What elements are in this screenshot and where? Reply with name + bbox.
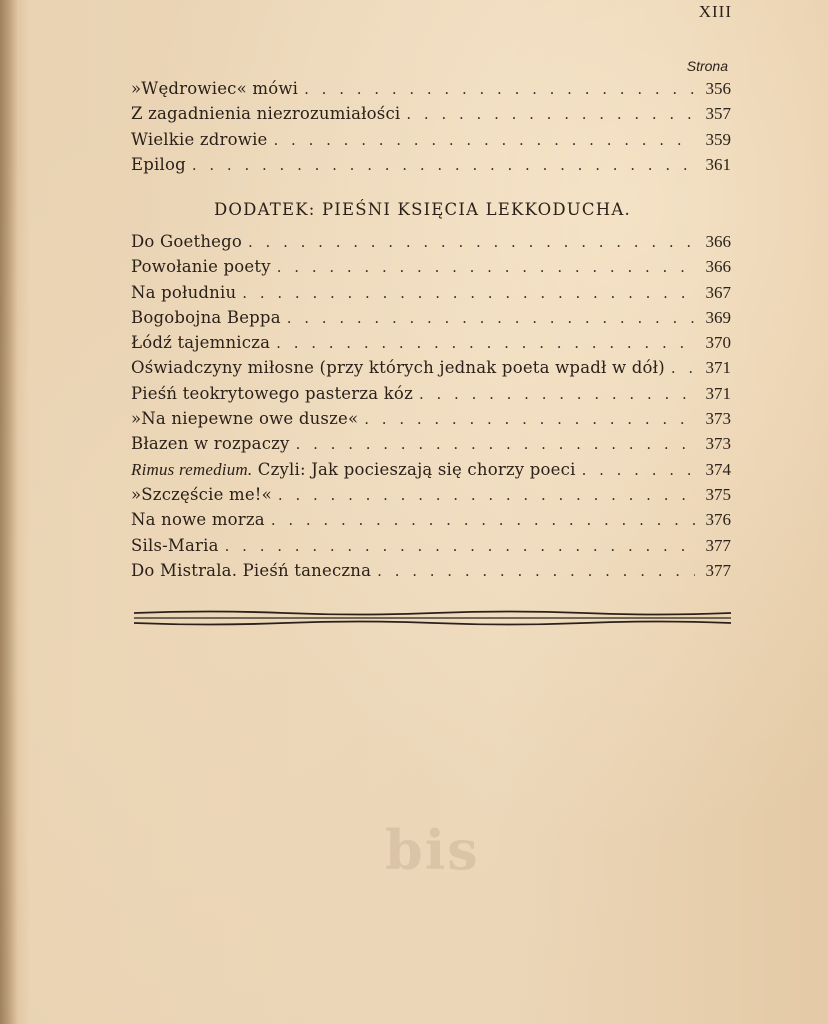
toc-entry-title: Z zagadnienia niezrozumiałości — [131, 104, 401, 124]
toc-entry-title: Do Mistrala. Pieśń taneczna — [131, 560, 372, 580]
toc-entry-title: Łódź tajemnicza — [131, 333, 271, 353]
spine-shadow — [0, 0, 18, 1024]
toc-entry-page: 377 — [705, 560, 731, 580]
toc-entry-title: Pieśń teokrytowego pasterza kóz — [131, 383, 413, 403]
toc-entry-page: 369 — [705, 307, 731, 327]
page-column-label: Strona — [686, 58, 728, 74]
rule-line-lower — [134, 622, 731, 625]
dot-leader — [304, 77, 695, 102]
toc-entry — [131, 431, 731, 456]
faint-stamp: bis — [385, 818, 480, 882]
toc-entry-title: Wielkie zdrowie — [131, 129, 268, 149]
dot-leader — [192, 153, 695, 178]
dot-leader — [271, 508, 695, 533]
dot-leader — [242, 281, 695, 306]
toc-entry-page: 370 — [705, 333, 731, 353]
toc-entry — [131, 355, 731, 380]
toc-entry-page: 357 — [705, 104, 731, 124]
dot-leader — [276, 331, 695, 356]
toc-entry-title: Na południu — [131, 282, 237, 302]
toc-entry-title-rest: Czyli: Jak pocieszają się chorzy poeci — [252, 459, 576, 479]
dot-leader — [274, 128, 695, 153]
dot-leader — [671, 356, 695, 381]
toc-entry-title: Na nowe morza — [131, 510, 265, 530]
toc-top-list — [131, 76, 731, 177]
toc-entry-page: 356 — [705, 79, 731, 98]
toc-entry — [131, 482, 731, 507]
toc-entry-title: Oświadczyny miłosne (przy których jednak poeta wpadł w dół) — [131, 358, 665, 378]
toc-entry — [131, 533, 731, 558]
toc-entry-title: »Szczęście me!« — [131, 484, 272, 504]
toc-entry-title-italic: Rimus remedium. — [131, 459, 253, 479]
toc-entry-title — [131, 457, 582, 482]
toc-entry-page: 371 — [705, 383, 731, 403]
rule-line-upper — [134, 612, 731, 615]
toc-entry-page: 374 — [705, 459, 731, 479]
toc-entry-title: Sils-Maria — [131, 535, 219, 555]
toc-entry-title: Do Goethego — [131, 232, 243, 251]
toc-entry — [131, 305, 731, 330]
dot-leader — [377, 559, 695, 584]
toc-entry — [131, 127, 731, 152]
dot-leader — [287, 306, 695, 331]
toc-entry-page: 366 — [705, 232, 731, 251]
toc-entry-title: Powołanie poety — [131, 257, 271, 277]
toc-entry — [131, 558, 731, 583]
toc-entry — [131, 330, 731, 355]
toc-entry-page: 361 — [705, 154, 731, 174]
toc-entry — [131, 101, 731, 126]
dot-leader — [364, 407, 695, 432]
toc-entry — [131, 457, 731, 482]
dot-leader — [248, 230, 695, 255]
toc-entry — [131, 381, 731, 406]
appendix-heading: DODATEK: PIEŚNI KSIĘCIA LEKKODUCHA. — [214, 200, 631, 219]
toc-entry-title: Bogobojna Beppa — [131, 307, 281, 327]
toc-entry-page: 371 — [705, 358, 731, 378]
toc-entry-page: 367 — [705, 282, 731, 302]
dot-leader — [225, 534, 695, 559]
toc-entry — [131, 229, 731, 254]
dot-leader — [406, 102, 695, 127]
toc-entry-title: Epilog — [131, 154, 186, 174]
dot-leader — [419, 382, 695, 407]
toc-appendix-list — [131, 229, 731, 583]
toc-entry-page: 375 — [705, 484, 731, 504]
toc-entry — [131, 76, 731, 101]
toc-entry — [131, 152, 731, 177]
toc-entry-page: 373 — [705, 434, 731, 454]
toc-entry-title: »Na niepewne owe dusze« — [131, 409, 359, 429]
toc-entry — [131, 280, 731, 305]
toc-entry-page: 366 — [705, 257, 731, 277]
toc-entry-title: Błazen w rozpaczy — [131, 434, 290, 454]
toc-entry-page: 359 — [705, 129, 731, 149]
toc-entry-page: 377 — [705, 535, 731, 555]
dot-leader — [582, 458, 695, 483]
dot-leader — [296, 432, 695, 457]
toc-entry — [131, 507, 731, 532]
toc-entry — [131, 254, 731, 279]
dot-leader — [278, 483, 695, 508]
page-number: XIII — [698, 2, 732, 21]
dot-leader — [277, 255, 695, 280]
toc-entry-page: 376 — [705, 510, 731, 530]
decorative-double-rule — [134, 606, 731, 630]
toc-entry — [131, 406, 731, 431]
toc-entry-title: »Wędrowiec« mówi — [131, 79, 299, 98]
toc-entry-page: 373 — [705, 409, 731, 429]
